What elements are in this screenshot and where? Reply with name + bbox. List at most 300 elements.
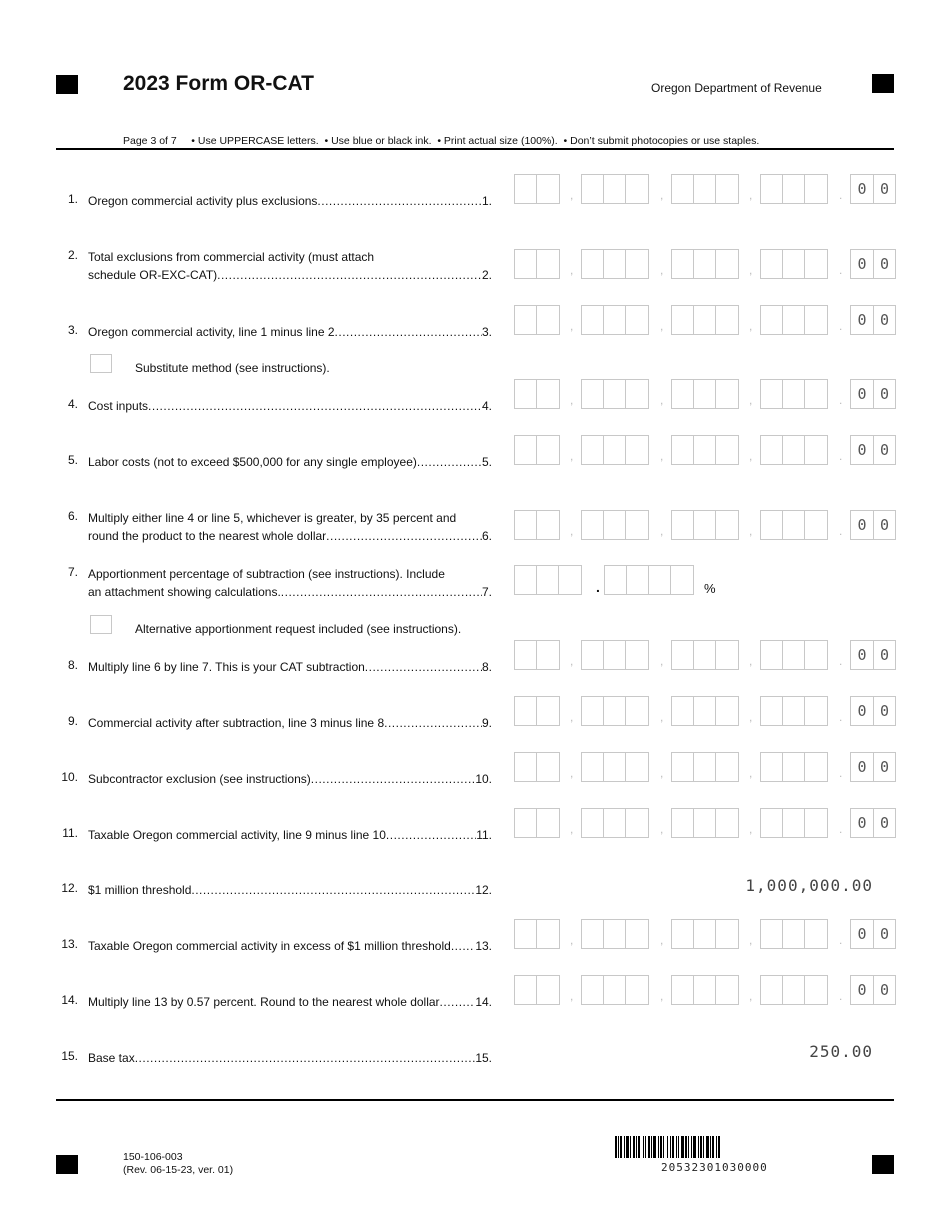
digit-cell[interactable] bbox=[515, 641, 537, 669]
digit-cell[interactable] bbox=[694, 380, 716, 408]
cents-digit: 0 bbox=[857, 255, 867, 273]
amount-digit-group[interactable] bbox=[671, 919, 739, 949]
amount-digit-group[interactable] bbox=[760, 696, 828, 726]
digit-cell[interactable] bbox=[582, 641, 604, 669]
line-number: 9. bbox=[67, 714, 78, 728]
digit-cell[interactable] bbox=[626, 511, 648, 539]
digit-cell[interactable] bbox=[604, 753, 626, 781]
line-number: 15. bbox=[61, 1049, 78, 1063]
cents-digit: 0 bbox=[857, 702, 867, 720]
digit-cell[interactable] bbox=[805, 511, 827, 539]
digit-cell[interactable] bbox=[582, 250, 604, 278]
thousands-separator: , bbox=[749, 263, 753, 277]
digit-cell[interactable] bbox=[582, 436, 604, 464]
barcode-bar bbox=[630, 1136, 631, 1158]
thousands-separator: , bbox=[749, 989, 753, 1003]
substitute-method-checkbox[interactable] bbox=[90, 354, 112, 373]
digit-cell[interactable] bbox=[537, 436, 559, 464]
line-reference: 5. bbox=[481, 455, 492, 469]
digit-cell[interactable] bbox=[515, 436, 537, 464]
digit-cell[interactable] bbox=[716, 641, 738, 669]
barcode-bar bbox=[624, 1136, 625, 1158]
amount-digit-group[interactable] bbox=[760, 249, 828, 279]
digit-cell[interactable] bbox=[537, 175, 559, 203]
amount-digit-group[interactable] bbox=[581, 808, 649, 838]
digit-cell[interactable] bbox=[694, 641, 716, 669]
amount-digit-group[interactable] bbox=[514, 510, 560, 540]
amount-digit-group[interactable] bbox=[581, 696, 649, 726]
digit-cell[interactable] bbox=[805, 976, 827, 1004]
dot-leader bbox=[451, 937, 475, 955]
amount-digit-group[interactable] bbox=[760, 640, 828, 670]
dot-leader bbox=[281, 583, 482, 601]
digit-cell[interactable] bbox=[716, 753, 738, 781]
amount-digit-group[interactable] bbox=[581, 510, 649, 540]
dot-leader bbox=[326, 527, 482, 545]
digit-cell[interactable] bbox=[515, 250, 537, 278]
digit-cell[interactable] bbox=[716, 920, 738, 948]
line-label bbox=[88, 770, 492, 788]
amount-digit-group[interactable] bbox=[581, 174, 649, 204]
digit-cell[interactable] bbox=[672, 920, 694, 948]
decimal-separator: . bbox=[839, 393, 843, 407]
barcode-bar bbox=[626, 1136, 629, 1158]
digit-cell[interactable] bbox=[783, 250, 805, 278]
digit-cell[interactable] bbox=[694, 753, 716, 781]
line-text: Cost inputs bbox=[88, 399, 149, 413]
digit-cell[interactable] bbox=[783, 436, 805, 464]
digit-cell[interactable] bbox=[783, 380, 805, 408]
decimal-separator: . bbox=[839, 822, 843, 836]
digit-cell[interactable] bbox=[604, 697, 626, 725]
digit-cell[interactable] bbox=[716, 436, 738, 464]
line-label bbox=[88, 397, 492, 415]
digit-cell[interactable] bbox=[761, 436, 783, 464]
digit-cell[interactable] bbox=[805, 436, 827, 464]
amount-digit-group[interactable] bbox=[760, 808, 828, 838]
thousands-separator: , bbox=[749, 449, 753, 463]
digit-cell[interactable] bbox=[716, 511, 738, 539]
line-label bbox=[88, 1049, 492, 1067]
digit-cell[interactable] bbox=[626, 306, 648, 334]
amount-digit-group[interactable] bbox=[581, 305, 649, 335]
line-number: 6. bbox=[67, 509, 78, 523]
digit-cell[interactable] bbox=[537, 306, 559, 334]
digit-cell[interactable] bbox=[761, 753, 783, 781]
amount-digit-group[interactable] bbox=[514, 808, 560, 838]
digit-cell[interactable] bbox=[582, 809, 604, 837]
digit-cell[interactable] bbox=[716, 306, 738, 334]
amount-digit-group[interactable] bbox=[514, 379, 560, 409]
line-text: Base tax bbox=[88, 1051, 135, 1065]
cents-digit: 0 bbox=[873, 976, 895, 1004]
barcode-bar bbox=[670, 1136, 671, 1158]
amount-digit-group[interactable] bbox=[514, 435, 560, 465]
cents-digit: 0 bbox=[873, 436, 895, 464]
digit-cell[interactable] bbox=[694, 306, 716, 334]
digit-cell[interactable] bbox=[672, 436, 694, 464]
digit-cell[interactable] bbox=[783, 976, 805, 1004]
digit-cell[interactable] bbox=[672, 250, 694, 278]
cents-digit: 0 bbox=[873, 753, 895, 781]
digit-cell[interactable] bbox=[783, 641, 805, 669]
barcode-bar bbox=[691, 1136, 692, 1158]
line-2-amount-field[interactable] bbox=[514, 249, 898, 279]
amount-digit-group[interactable] bbox=[514, 696, 560, 726]
barcode-bar bbox=[620, 1136, 622, 1158]
cents-digit: 0 bbox=[873, 697, 895, 725]
digit-cell[interactable] bbox=[783, 306, 805, 334]
digit-cell[interactable] bbox=[515, 306, 537, 334]
digit-cell[interactable] bbox=[761, 175, 783, 203]
percentage-whole-cells[interactable] bbox=[514, 565, 582, 595]
amount-digit-group[interactable] bbox=[671, 305, 739, 335]
thousands-separator: , bbox=[570, 449, 574, 463]
digit-cell[interactable] bbox=[626, 436, 648, 464]
registration-mark-top-left bbox=[56, 75, 78, 94]
line-1-amount-field[interactable] bbox=[514, 174, 898, 204]
line-label bbox=[88, 248, 492, 284]
line-9-amount-field[interactable] bbox=[514, 696, 898, 726]
digit-cell[interactable] bbox=[694, 175, 716, 203]
digit-cell[interactable] bbox=[672, 380, 694, 408]
digit-cell[interactable] bbox=[626, 175, 648, 203]
dot-leader bbox=[417, 453, 482, 471]
amount-digit-group[interactable] bbox=[514, 249, 560, 279]
digit-cell[interactable] bbox=[604, 175, 626, 203]
header-rule bbox=[56, 148, 894, 150]
amount-digit-group[interactable] bbox=[671, 379, 739, 409]
amount-digit-group[interactable] bbox=[581, 249, 649, 279]
digit-cell[interactable] bbox=[805, 809, 827, 837]
thousands-separator: , bbox=[749, 393, 753, 407]
digit-cell[interactable] bbox=[582, 920, 604, 948]
digit-cell[interactable] bbox=[672, 641, 694, 669]
line-number: 12. bbox=[61, 881, 78, 895]
digit-cell[interactable] bbox=[626, 809, 648, 837]
digit-cell[interactable] bbox=[783, 511, 805, 539]
barcode-bar bbox=[667, 1136, 668, 1158]
line-number: 4. bbox=[67, 397, 78, 411]
digit-cell[interactable] bbox=[761, 976, 783, 1004]
digit-cell[interactable] bbox=[626, 250, 648, 278]
barcode-bar bbox=[660, 1136, 662, 1158]
amount-digit-group[interactable] bbox=[581, 640, 649, 670]
line-8-amount-field[interactable] bbox=[514, 640, 898, 670]
line-reference: 11. bbox=[476, 828, 492, 842]
barcode-bar bbox=[693, 1136, 696, 1158]
dot-leader bbox=[191, 881, 475, 899]
digit-cell[interactable] bbox=[537, 511, 559, 539]
amount-digit-group[interactable] bbox=[760, 435, 828, 465]
digit-cell[interactable] bbox=[604, 976, 626, 1004]
digit-cell[interactable] bbox=[783, 753, 805, 781]
digit-cell[interactable] bbox=[537, 976, 559, 1004]
digit-cell[interactable] bbox=[626, 380, 648, 408]
line-13-amount-field[interactable] bbox=[514, 919, 898, 949]
digit-cell[interactable] bbox=[694, 697, 716, 725]
thousands-separator: , bbox=[660, 319, 664, 333]
digit-cell[interactable] bbox=[582, 976, 604, 1004]
cents-digit: 0 bbox=[873, 380, 895, 408]
amount-digit-group[interactable] bbox=[760, 174, 828, 204]
digit-cell[interactable] bbox=[604, 511, 626, 539]
cents-digit: 0 bbox=[857, 814, 867, 832]
digit-cell[interactable] bbox=[805, 306, 827, 334]
digit-cell[interactable] bbox=[716, 250, 738, 278]
barcode-bar bbox=[653, 1136, 656, 1158]
line-text: an attachment showing calculations. bbox=[88, 585, 281, 599]
line-reference: 13. bbox=[475, 939, 492, 953]
digit-cell[interactable] bbox=[761, 380, 783, 408]
amount-digit-group[interactable] bbox=[671, 752, 739, 782]
amount-digit-group[interactable] bbox=[514, 305, 560, 335]
amount-digit-group[interactable] bbox=[581, 919, 649, 949]
line-label bbox=[88, 192, 492, 210]
department-name: Oregon Department of Revenue bbox=[651, 81, 822, 95]
barcode-bar bbox=[615, 1136, 617, 1158]
alternative-apportionment-checkbox[interactable] bbox=[90, 615, 112, 634]
digit-cell[interactable] bbox=[604, 920, 626, 948]
digit-cell[interactable] bbox=[515, 809, 537, 837]
amount-digit-group[interactable] bbox=[760, 975, 828, 1005]
thousands-separator: , bbox=[660, 933, 664, 947]
digit-cell[interactable] bbox=[805, 175, 827, 203]
digit-cell[interactable] bbox=[515, 175, 537, 203]
digit-cell[interactable] bbox=[537, 753, 559, 781]
digit-cell[interactable] bbox=[761, 697, 783, 725]
digit-cell[interactable] bbox=[582, 511, 604, 539]
thousands-separator: , bbox=[660, 822, 664, 836]
digit-cell[interactable] bbox=[626, 976, 648, 1004]
amount-digit-group[interactable] bbox=[581, 752, 649, 782]
line-text: Commercial activity after subtraction, line 3 minus line 8 bbox=[88, 716, 385, 730]
digit-cell[interactable] bbox=[805, 250, 827, 278]
amount-digit-group[interactable] bbox=[760, 379, 828, 409]
amount-digit-group[interactable] bbox=[514, 174, 560, 204]
cents-cells bbox=[850, 808, 896, 838]
thousands-separator: , bbox=[749, 933, 753, 947]
digit-cell[interactable] bbox=[537, 380, 559, 408]
line-11-amount-field[interactable] bbox=[514, 808, 898, 838]
digit-cell[interactable] bbox=[672, 511, 694, 539]
digit-cell[interactable] bbox=[694, 250, 716, 278]
digit-cell[interactable] bbox=[716, 175, 738, 203]
amount-digit-group[interactable] bbox=[671, 435, 739, 465]
digit-cell[interactable] bbox=[761, 306, 783, 334]
digit-cell[interactable] bbox=[694, 920, 716, 948]
barcode-bar bbox=[636, 1136, 637, 1158]
line-number: 5. bbox=[67, 453, 78, 467]
digit-cell[interactable] bbox=[515, 753, 537, 781]
digit-cell[interactable] bbox=[783, 809, 805, 837]
thousands-separator: , bbox=[660, 188, 664, 202]
line-number: 7. bbox=[67, 565, 78, 579]
digit-cell[interactable] bbox=[783, 175, 805, 203]
barcode-bar bbox=[643, 1136, 644, 1158]
digit-cell[interactable] bbox=[582, 380, 604, 408]
dot-leader bbox=[386, 826, 476, 844]
digit-cell[interactable] bbox=[761, 250, 783, 278]
digit-cell[interactable] bbox=[672, 976, 694, 1004]
line-reference: 10. bbox=[475, 772, 492, 786]
digit-cell[interactable] bbox=[626, 697, 648, 725]
line-text: $1 million threshold bbox=[88, 883, 192, 897]
cents-cells bbox=[850, 510, 896, 540]
line-number: 1. bbox=[67, 192, 78, 206]
thousands-separator: , bbox=[660, 766, 664, 780]
digit-cell[interactable] bbox=[537, 641, 559, 669]
line-reference: 14. bbox=[475, 995, 492, 1009]
amount-digit-group[interactable] bbox=[581, 975, 649, 1005]
thousands-separator: , bbox=[749, 319, 753, 333]
digit-cell[interactable] bbox=[672, 753, 694, 781]
line-6-amount-field[interactable] bbox=[514, 510, 898, 540]
digit-cell[interactable] bbox=[604, 641, 626, 669]
amount-digit-group[interactable] bbox=[671, 640, 739, 670]
digit-cell[interactable] bbox=[716, 809, 738, 837]
thousands-separator: , bbox=[660, 449, 664, 463]
thousands-separator: , bbox=[660, 710, 664, 724]
digit-cell[interactable] bbox=[515, 380, 537, 408]
cents-cells bbox=[850, 249, 896, 279]
line-label bbox=[88, 937, 492, 955]
thousands-separator: , bbox=[570, 524, 574, 538]
digit-cell[interactable] bbox=[537, 920, 559, 948]
cents-cells bbox=[850, 919, 896, 949]
digit-cell[interactable] bbox=[761, 920, 783, 948]
form-revision: (Rev. 06-15-23, ver. 01) bbox=[123, 1164, 234, 1176]
digit-cell[interactable] bbox=[537, 809, 559, 837]
amount-digit-group[interactable] bbox=[581, 435, 649, 465]
digit-cell[interactable] bbox=[694, 511, 716, 539]
line-7-percentage-field[interactable] bbox=[514, 565, 734, 595]
barcode-bar bbox=[698, 1136, 699, 1158]
digit-cell[interactable] bbox=[805, 641, 827, 669]
dot-leader bbox=[135, 1049, 476, 1067]
digit-cell[interactable] bbox=[604, 436, 626, 464]
digit-cell[interactable] bbox=[582, 306, 604, 334]
decimal-separator: . bbox=[839, 710, 843, 724]
digit-cell[interactable] bbox=[761, 641, 783, 669]
digit-cell[interactable] bbox=[582, 697, 604, 725]
digit-cell[interactable] bbox=[761, 511, 783, 539]
amount-digit-group[interactable] bbox=[760, 752, 828, 782]
dot-leader bbox=[217, 266, 482, 284]
digit-cell[interactable] bbox=[716, 697, 738, 725]
digit-cell[interactable] bbox=[672, 306, 694, 334]
digit-cell[interactable] bbox=[672, 809, 694, 837]
line-14-amount-field[interactable] bbox=[514, 975, 898, 1005]
amount-digit-group[interactable] bbox=[760, 510, 828, 540]
line-text: Oregon commercial activity, line 1 minus line 2 bbox=[88, 325, 335, 339]
barcode-bar bbox=[663, 1136, 664, 1158]
amount-digit-group[interactable] bbox=[760, 305, 828, 335]
digit-cell[interactable] bbox=[783, 920, 805, 948]
digit-cell[interactable] bbox=[604, 809, 626, 837]
cents-digit: 0 bbox=[857, 311, 867, 329]
line-label bbox=[88, 509, 492, 545]
amount-digit-group[interactable] bbox=[514, 975, 560, 1005]
amount-digit-group[interactable] bbox=[760, 919, 828, 949]
digit-cell[interactable] bbox=[515, 511, 537, 539]
amount-digit-group[interactable] bbox=[671, 174, 739, 204]
line-text: Total exclusions from commercial activity (must attach bbox=[88, 250, 375, 264]
digit-cell[interactable] bbox=[672, 175, 694, 203]
percentage-fraction-cells[interactable] bbox=[604, 565, 694, 595]
digit-cell[interactable] bbox=[537, 697, 559, 725]
barcode-number: 20532301030000 bbox=[661, 1161, 768, 1174]
digit-cell[interactable] bbox=[761, 809, 783, 837]
digit-cell[interactable] bbox=[716, 380, 738, 408]
digit-cell[interactable] bbox=[672, 697, 694, 725]
digit-cell[interactable] bbox=[805, 697, 827, 725]
amount-digit-group[interactable] bbox=[514, 640, 560, 670]
thousands-separator: , bbox=[660, 524, 664, 538]
digit-cell[interactable] bbox=[515, 920, 537, 948]
barcode-bar bbox=[672, 1136, 674, 1158]
thousands-separator: , bbox=[570, 654, 574, 668]
digit-cell[interactable] bbox=[515, 976, 537, 1004]
dot-leader bbox=[317, 192, 482, 210]
decimal-separator: . bbox=[839, 263, 843, 277]
digit-cell[interactable] bbox=[626, 920, 648, 948]
amount-digit-group[interactable] bbox=[671, 249, 739, 279]
digit-cell[interactable] bbox=[694, 809, 716, 837]
digit-cell[interactable] bbox=[582, 753, 604, 781]
amount-digit-group[interactable] bbox=[514, 919, 560, 949]
barcode-bar bbox=[703, 1136, 704, 1158]
thousands-separator: , bbox=[749, 654, 753, 668]
line-3-amount-field[interactable] bbox=[514, 305, 898, 335]
digit-cell[interactable] bbox=[604, 250, 626, 278]
digit-cell[interactable] bbox=[515, 697, 537, 725]
barcode-bar bbox=[710, 1136, 711, 1158]
digit-cell[interactable] bbox=[805, 753, 827, 781]
digit-cell[interactable] bbox=[694, 976, 716, 1004]
digit-cell[interactable] bbox=[582, 175, 604, 203]
amount-digit-group[interactable] bbox=[671, 975, 739, 1005]
cents-cells bbox=[850, 640, 896, 670]
digit-cell[interactable] bbox=[716, 976, 738, 1004]
line-text: Taxable Oregon commercial activity, line 9 minus line 10 bbox=[88, 828, 386, 842]
line-label bbox=[88, 714, 492, 732]
cents-cells bbox=[850, 379, 896, 409]
digit-cell[interactable] bbox=[783, 697, 805, 725]
amount-digit-group[interactable] bbox=[514, 752, 560, 782]
digit-cell[interactable] bbox=[604, 380, 626, 408]
digit-cell[interactable] bbox=[694, 436, 716, 464]
digit-cell[interactable] bbox=[604, 306, 626, 334]
decimal-separator: . bbox=[839, 933, 843, 947]
digit-cell[interactable] bbox=[626, 641, 648, 669]
line-5-amount-field[interactable] bbox=[514, 435, 898, 465]
digit-cell[interactable] bbox=[537, 250, 559, 278]
amount-digit-group[interactable] bbox=[581, 379, 649, 409]
line-10-amount-field[interactable] bbox=[514, 752, 898, 782]
amount-digit-group[interactable] bbox=[671, 808, 739, 838]
dot-leader bbox=[335, 323, 482, 341]
line-4-amount-field[interactable] bbox=[514, 379, 898, 409]
line-text: schedule OR-EXC-CAT) bbox=[88, 268, 218, 282]
thousands-separator: , bbox=[570, 710, 574, 724]
amount-digit-group[interactable] bbox=[671, 696, 739, 726]
thousands-separator: , bbox=[660, 989, 664, 1003]
digit-cell[interactable] bbox=[805, 380, 827, 408]
digit-cell[interactable] bbox=[805, 920, 827, 948]
digit-cell[interactable] bbox=[626, 753, 648, 781]
amount-digit-group[interactable] bbox=[671, 510, 739, 540]
